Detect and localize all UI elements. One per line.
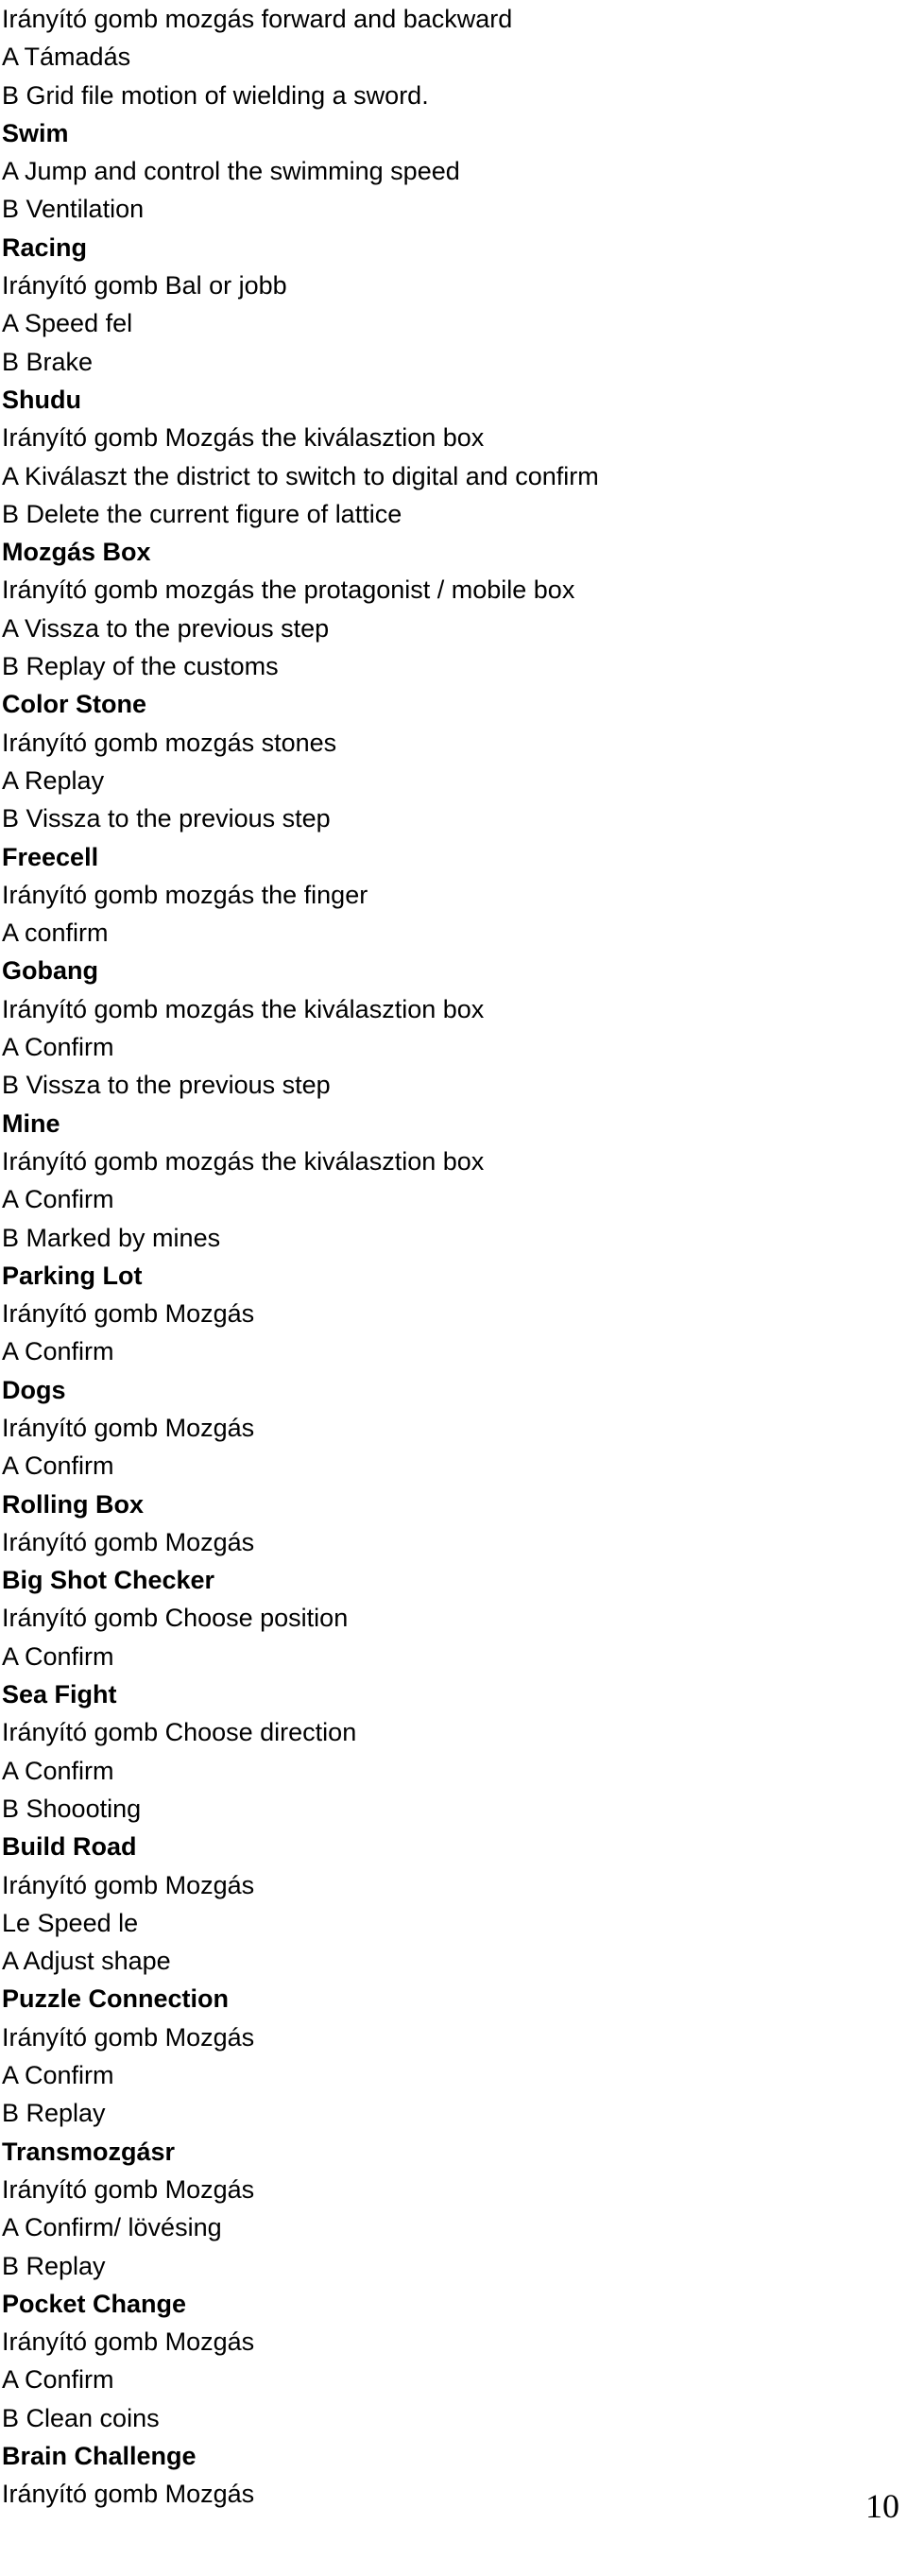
text-line: B Vissza to the previous step — [2, 1071, 331, 1100]
text-line: Irányító gomb Mozgás — [2, 2480, 255, 2509]
section-heading: Mine — [2, 1108, 60, 1138]
text-line: Irányító gomb Choose direction — [2, 1718, 357, 1747]
text-line: Irányító gomb mozgás forward and backward — [2, 5, 513, 33]
section-heading: Gobang — [2, 956, 98, 986]
text-line: Irányító gomb Choose position — [2, 1604, 349, 1633]
section-heading: Dogs — [2, 1375, 66, 1404]
text-line: B Grid file motion of wielding a sword. — [2, 80, 429, 110]
text-line: Irányító gomb Mozgás — [2, 2327, 255, 2357]
section-heading: Mozgás Box — [2, 538, 151, 567]
text-line: Irányító gomb mozgás the kiválasztion box — [2, 994, 485, 1023]
text-line: B Delete the current figure of lattice — [2, 499, 402, 528]
text-line: A Adjust shape — [2, 1947, 171, 1976]
text-line: Irányító gomb mozgás the finger — [2, 880, 368, 909]
text-line: A confirm — [2, 919, 109, 948]
text-line: A Támadás — [2, 43, 131, 72]
section-heading: Rolling Box — [2, 1489, 144, 1519]
text-line: A Confirm — [2, 2365, 114, 2395]
text-line: Irányító gomb Bal or jobb — [2, 271, 287, 301]
text-line: B Vissza to the previous step — [2, 804, 331, 833]
text-line: Le Speed le — [2, 1908, 139, 1937]
text-line: Irányító gomb Mozgás the kiválasztion box — [2, 423, 485, 453]
text-line: A Confirm — [2, 1033, 114, 1062]
text-line: Irányító gomb mozgás the kiválasztion box — [2, 1146, 485, 1176]
text-line: A Confirm — [2, 1185, 114, 1214]
section-heading: Pocket Change — [2, 2289, 187, 2318]
section-heading: Racing — [2, 232, 88, 262]
text-line: A Replay — [2, 765, 105, 795]
section-heading: Sea Fight — [2, 1680, 117, 1709]
section-heading: Puzzle Connection — [2, 1984, 230, 2014]
section-heading: Transmozgásr — [2, 2137, 176, 2166]
text-line: Irányító gomb Mozgás — [2, 1870, 255, 1899]
section-heading: Parking Lot — [2, 1261, 143, 1290]
text-line: Irányító gomb Mozgás — [2, 1527, 255, 1556]
text-line: B Brake — [2, 347, 94, 376]
text-line: A Confirm — [2, 1337, 114, 1366]
text-line: A Jump and control the swimming speed — [2, 157, 460, 186]
text-line: B Replay of the customs — [2, 652, 279, 681]
section-heading: Freecell — [2, 842, 99, 871]
section-heading: Big Shot Checker — [2, 1566, 215, 1595]
text-line: A Vissza to the previous step — [2, 613, 330, 643]
text-line: Irányító gomb Mozgás — [2, 2022, 255, 2052]
section-heading: Build Road — [2, 1832, 137, 1862]
text-line: B Replay — [2, 2251, 106, 2280]
text-line: A Speed fel — [2, 309, 133, 338]
text-line: B Marked by mines — [2, 1223, 221, 1252]
text-line: B Clean coins — [2, 2403, 160, 2432]
text-line: A Confirm — [2, 1641, 114, 1671]
text-line: A Confirm — [2, 2061, 114, 2090]
text-line: B Replay — [2, 2099, 106, 2128]
section-heading: Brain Challenge — [2, 2442, 197, 2470]
document-body — [2, 0, 852, 2514]
text-line: Irányító gomb Mozgás — [2, 1413, 255, 1442]
text-line: B Shoooting — [2, 1794, 142, 1823]
text-line: A Kiválaszt the district to switch to digital and confirm — [2, 461, 599, 490]
text-line: Irányító gomb Mozgás — [2, 1299, 255, 1329]
text-line: A Confirm — [2, 1756, 114, 1785]
section-heading: Swim — [2, 118, 69, 147]
text-line: Irányító gomb Mozgás — [2, 2174, 255, 2204]
text-line: Irányító gomb mozgás the protagonist / mobile box — [2, 575, 575, 605]
text-line: A Confirm — [2, 1451, 114, 1481]
section-heading: Color Stone — [2, 690, 146, 719]
text-line: A Confirm/ lövésing — [2, 2213, 222, 2242]
page-number: 10 — [865, 2487, 899, 2525]
text-line: B Ventilation — [2, 195, 145, 224]
section-heading: Shudu — [2, 385, 81, 414]
text-line: Irányító gomb mozgás stones — [2, 728, 337, 757]
